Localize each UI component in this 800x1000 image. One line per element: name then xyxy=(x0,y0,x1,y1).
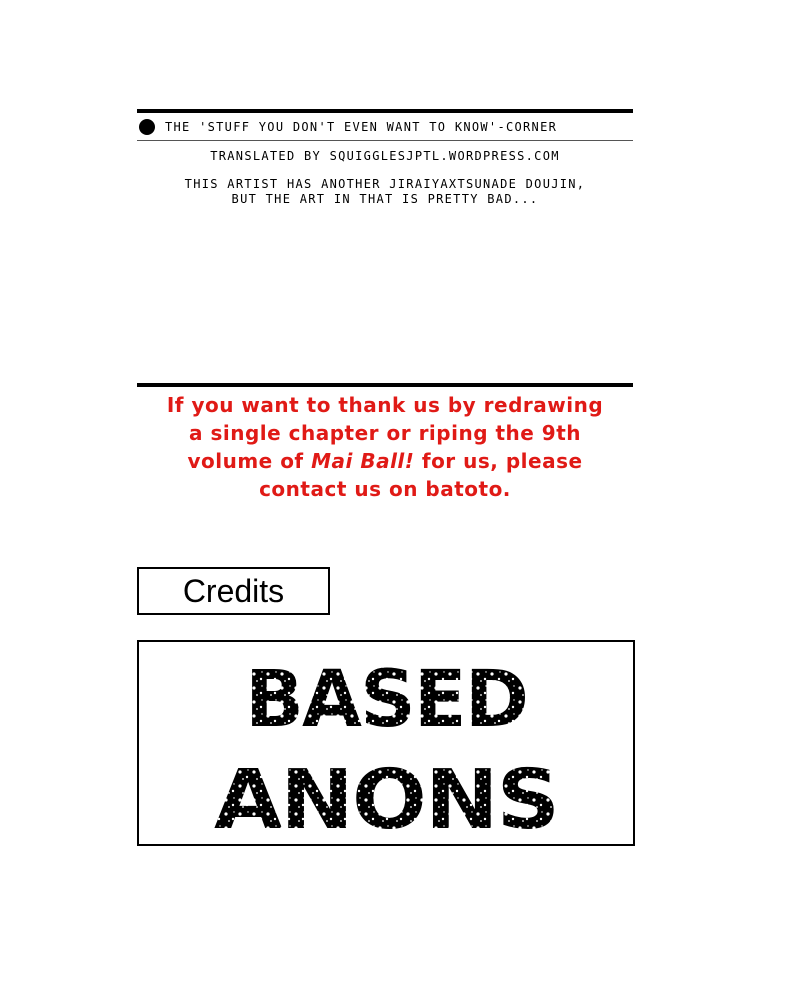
trivia-note-line-1: THIS ARTIST HAS ANOTHER JIRAIYAXTSUNADE DOUJIN, xyxy=(184,177,586,191)
help-request xyxy=(137,391,633,503)
translator-credit: TRANSLATED BY SQUIGGLESJPTL.WORDPRESS.COM xyxy=(210,149,560,163)
manga-title: Mai Ball! xyxy=(311,449,415,473)
top-divider xyxy=(137,109,633,113)
corner-heading: THE 'STUFF YOU DON'T EVEN WANT TO KNOW'-CORNER xyxy=(165,120,558,134)
trivia-note-line-2: BUT THE ART IN THAT IS PRETTY BAD... xyxy=(231,192,539,206)
help-request-line-2: a single chapter or riping the 9th xyxy=(188,421,582,445)
heading-underline xyxy=(137,140,633,141)
middle-divider xyxy=(137,383,633,387)
group-logo xyxy=(139,642,633,844)
logo-line-1: BASED xyxy=(245,655,527,745)
corner-heading-row xyxy=(139,118,633,136)
bullet-icon xyxy=(139,119,155,135)
help-request-line-4: contact us on batoto. xyxy=(259,477,511,501)
credits-label: Credits xyxy=(137,567,330,615)
help-request-line-1: If you want to thank us by redrawing xyxy=(166,393,604,417)
help-request-line-3-post: for us, please xyxy=(414,449,583,473)
help-request-line-3-pre: volume of xyxy=(187,449,312,473)
logo-line-2: ANONS xyxy=(214,753,558,844)
help-request-line-3 xyxy=(137,447,633,475)
group-logo-box xyxy=(137,640,635,846)
